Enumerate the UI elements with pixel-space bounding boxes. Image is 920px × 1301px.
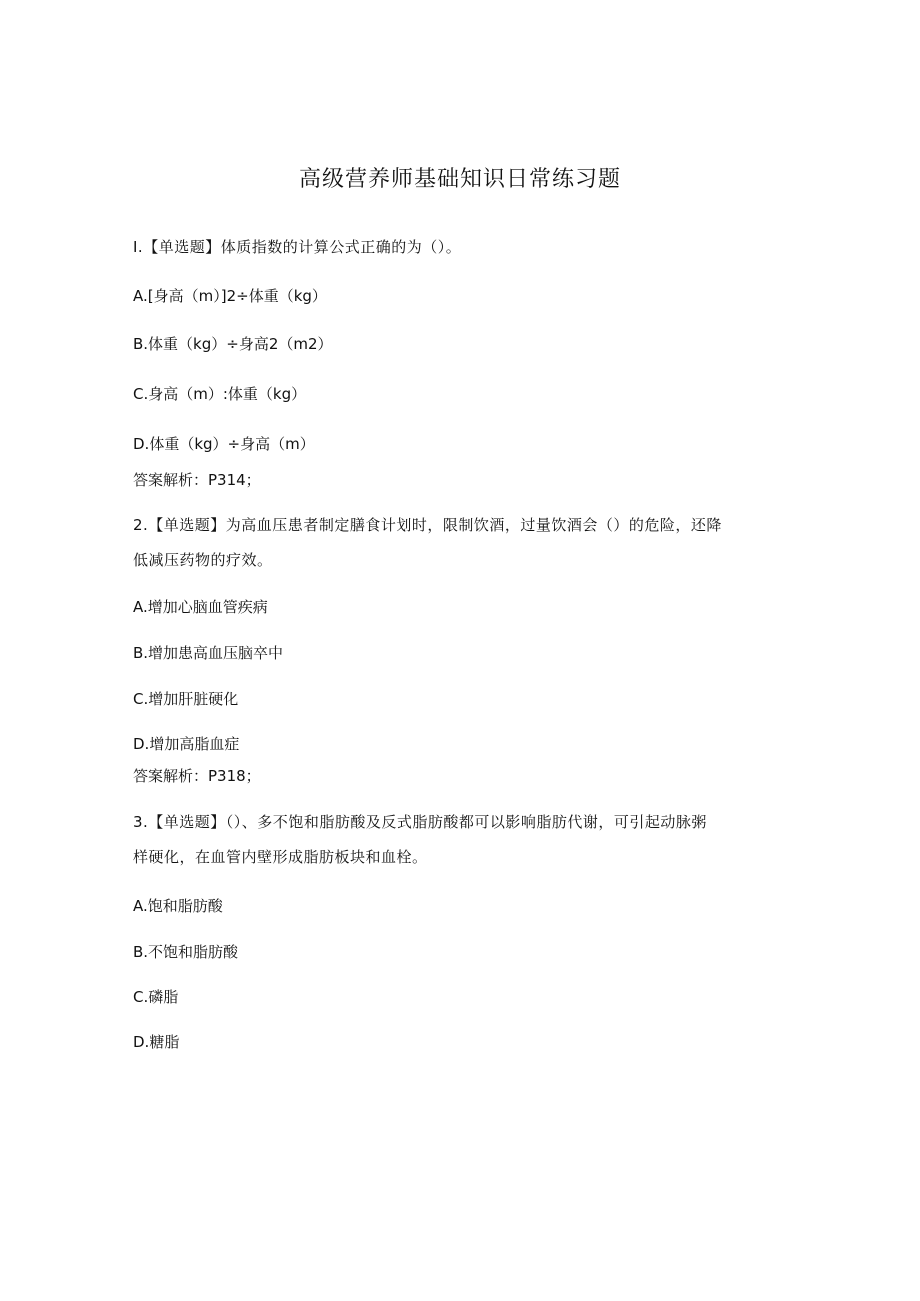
question-2-answer: 答案解析：P318；: [133, 767, 261, 785]
question-1-answer: 答案解析：P314；: [133, 471, 261, 489]
question-1-stem: I.【单选题】体质指数的计算公式正确的为（）。: [133, 238, 462, 256]
question-1-option-b: B.体重（kg）÷身高2（m2）: [133, 335, 333, 353]
question-3-stem-line-1: 3.【单选题】（）、多不饱和脂肪酸及反式脂肪酸都可以影响脂肪代谢，可引起动脉粥: [133, 813, 707, 831]
question-1-option-d: D.体重（kg）÷身高（m）: [133, 435, 315, 453]
document-title: 高级营养师基础知识日常练习题: [298, 167, 621, 192]
question-2-option-b: B.增加患高血压脑卒中: [133, 644, 284, 662]
question-2-option-d: D.增加高脂血症: [133, 735, 240, 753]
question-3-option-b: B.不饱和脂肪酸: [133, 943, 239, 961]
question-2-option-c: C.增加肝脏硬化: [133, 690, 239, 708]
question-2-stem-line-2: 低减压药物的疗效。: [133, 551, 273, 569]
question-3-option-d: D.糖脂: [133, 1033, 180, 1051]
question-2-stem-line-1: 2.【单选题】为高血压患者制定膳食计划时，限制饮酒，过量饮酒会（）的危险，还降: [133, 516, 722, 534]
question-1-option-a: A.[身高（m）]2÷体重（kg）: [133, 287, 327, 305]
question-3-stem-line-2: 样硬化，在血管内壁形成脂肪板块和血栓。: [133, 848, 428, 866]
question-3-option-c: C.磷脂: [133, 988, 179, 1006]
question-2-option-a: A.增加心脑血管疾病: [133, 598, 268, 616]
question-1-option-c: C.身高（m）:体重（kg）: [133, 385, 307, 403]
question-3-option-a: A.饱和脂肪酸: [133, 897, 223, 915]
